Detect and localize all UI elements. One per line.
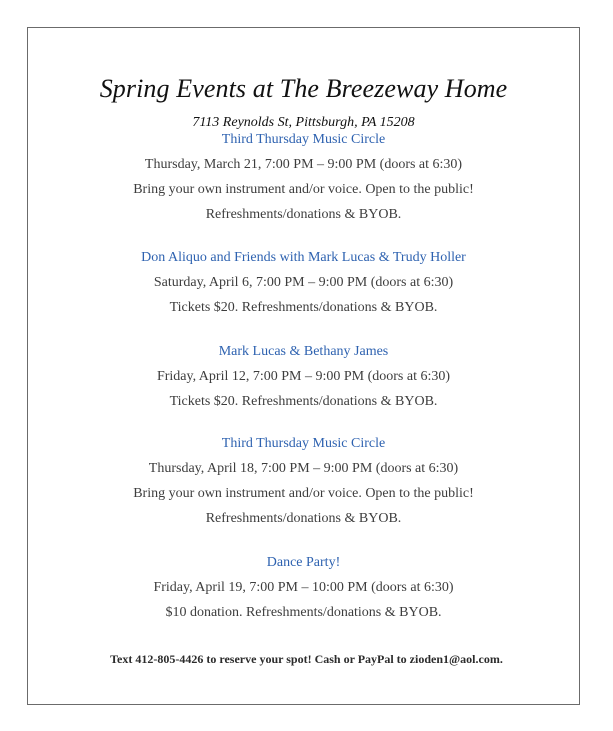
event-date: Thursday, April 18, 7:00 PM – 9:00 PM (doors at 6:30) xyxy=(148,461,459,476)
event-title: Mark Lucas & Bethany James xyxy=(218,344,389,359)
event-4 xyxy=(28,431,579,531)
event-2 xyxy=(28,245,579,320)
event-title: Third Thursday Music Circle xyxy=(221,132,386,147)
event-3 xyxy=(28,339,579,414)
event-title: Don Aliquo and Friends with Mark Lucas & Trudy Holler xyxy=(141,250,466,265)
event-detail: Bring your own instrument and/or voice. Open to the public! xyxy=(133,486,474,501)
event-date: Friday, April 12, 7:00 PM – 9:00 PM (doors at 6:30) xyxy=(156,369,451,384)
event-title: Dance Party! xyxy=(266,555,341,570)
event-detail: Tickets $20. Refreshments/donations & BYOB. xyxy=(169,394,438,409)
flyer-page xyxy=(27,27,580,705)
event-detail: Refreshments/donations & BYOB. xyxy=(205,207,402,222)
event-detail: Bring your own instrument and/or voice. Open to the public! xyxy=(133,182,474,197)
venue-address: 7113 Reynolds St, Pittsburgh, PA 15208 xyxy=(192,115,415,130)
reservation-footer: Text 412-805-4426 to reserve your spot! Cash or PayPal to zioden1@aol.com. xyxy=(110,652,503,666)
flyer-title: Spring Events at The Breezeway Home xyxy=(99,74,508,103)
event-date: Friday, April 19, 7:00 PM – 10:00 PM (doors at 6:30) xyxy=(153,580,454,595)
event-date: Saturday, April 6, 7:00 PM – 9:00 PM (doors at 6:30) xyxy=(153,275,454,290)
event-5 xyxy=(28,550,579,625)
event-detail: Tickets $20. Refreshments/donations & BYOB. xyxy=(169,300,438,315)
event-1 xyxy=(28,127,579,227)
event-detail: Refreshments/donations & BYOB. xyxy=(205,511,402,526)
event-detail: $10 donation. Refreshments/donations & BYOB. xyxy=(165,605,442,620)
event-title: Third Thursday Music Circle xyxy=(221,436,386,451)
event-date: Thursday, March 21, 7:00 PM – 9:00 PM (doors at 6:30) xyxy=(144,157,463,172)
